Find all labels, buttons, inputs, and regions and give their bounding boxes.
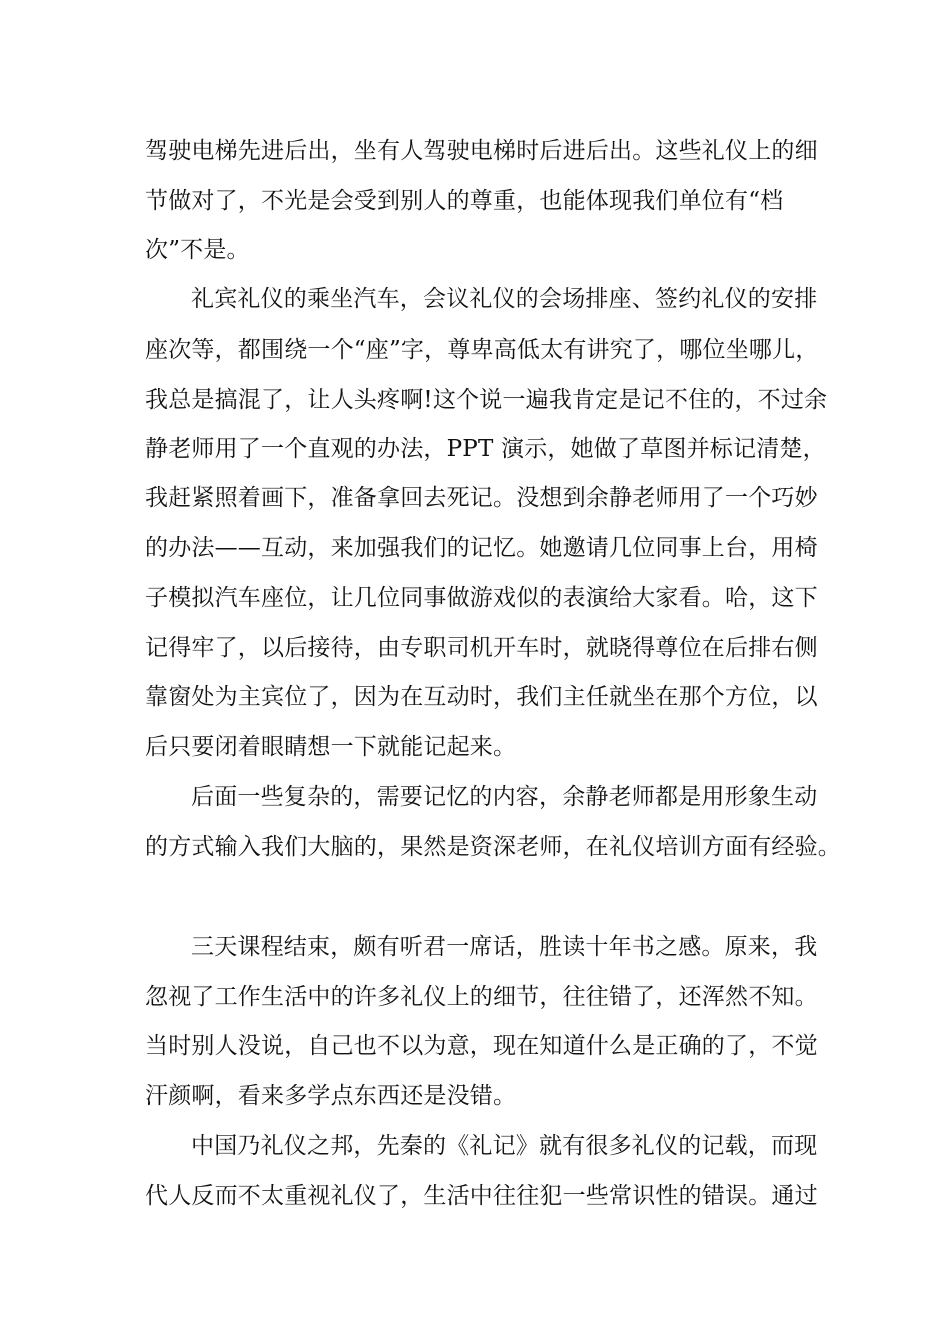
text-line: 子模拟汽车座位，让几位同事做游戏似的表演给大家看。哈，这下 <box>145 585 818 611</box>
paragraph-start-line: 三天课程结束，颇有听君一席话，胜读十年书之感。原来，我 <box>191 934 818 960</box>
text-line: 驾驶电梯先进后出，坐有人驾驶电梯时后进后出。这些礼仪上的细 <box>145 138 818 164</box>
text-line: 记得牢了，以后接待，由专职司机开车时，就晓得尊位在后排右侧 <box>145 635 818 661</box>
text-line: 代人反而不太重视礼仪了，生活中往往犯一些常识性的错误。通过 <box>145 1183 818 1209</box>
paragraph-start-line: 礼宾礼仪的乘坐汽车，会议礼仪的会场排座、签约礼仪的安排 <box>191 286 818 312</box>
text-line: 我赶紧照着画下，准备拿回去死记。没想到余静老师用了一个巧妙 <box>145 485 818 511</box>
text-line: 汗颜啊，看来多学点东西还是没错。 <box>145 1083 517 1109</box>
text-line: 我总是搞混了，让人头疼啊!这个说一遍我肯定是记不住的，不过余 <box>145 387 828 413</box>
text-line: 次”不是。 <box>145 237 250 263</box>
paragraph-start-line: 中国乃礼仪之邦，先秦的《礼记》就有很多礼仪的记载，而现 <box>191 1133 818 1159</box>
text-line: 后只要闭着眼睛想一下就能记起来。 <box>145 734 517 760</box>
text-line: 当时别人没说，自己也不以为意，现在知道什么是正确的了，不觉 <box>145 1033 818 1059</box>
text-line: 座次等，都围绕一个“座”字，尊卑高低太有讲究了，哪位坐哪儿， <box>145 337 819 363</box>
text-line: 靠窗处为主宾位了，因为在互动时，我们主任就坐在那个方位，以 <box>145 684 818 710</box>
paragraph-start-line: 后面一些复杂的，需要记忆的内容，余静老师都是用形象生动 <box>191 784 818 810</box>
text-line: 静老师用了一个直观的办法，PPT 演示，她做了草图并标记清楚， <box>145 436 826 462</box>
text-line: 忽视了工作生活中的许多礼仪上的细节，往往错了，还浑然不知。 <box>145 984 818 1010</box>
text-line: 的方式输入我们大脑的，果然是资深老师，在礼仪培训方面有经验。 <box>145 834 841 860</box>
text-line: 节做对了，不光是会受到别人的尊重，也能体现我们单位有“档 <box>145 188 784 214</box>
text-line: 的办法——互动，来加强我们的记忆。她邀请几位同事上台，用椅 <box>145 535 818 561</box>
